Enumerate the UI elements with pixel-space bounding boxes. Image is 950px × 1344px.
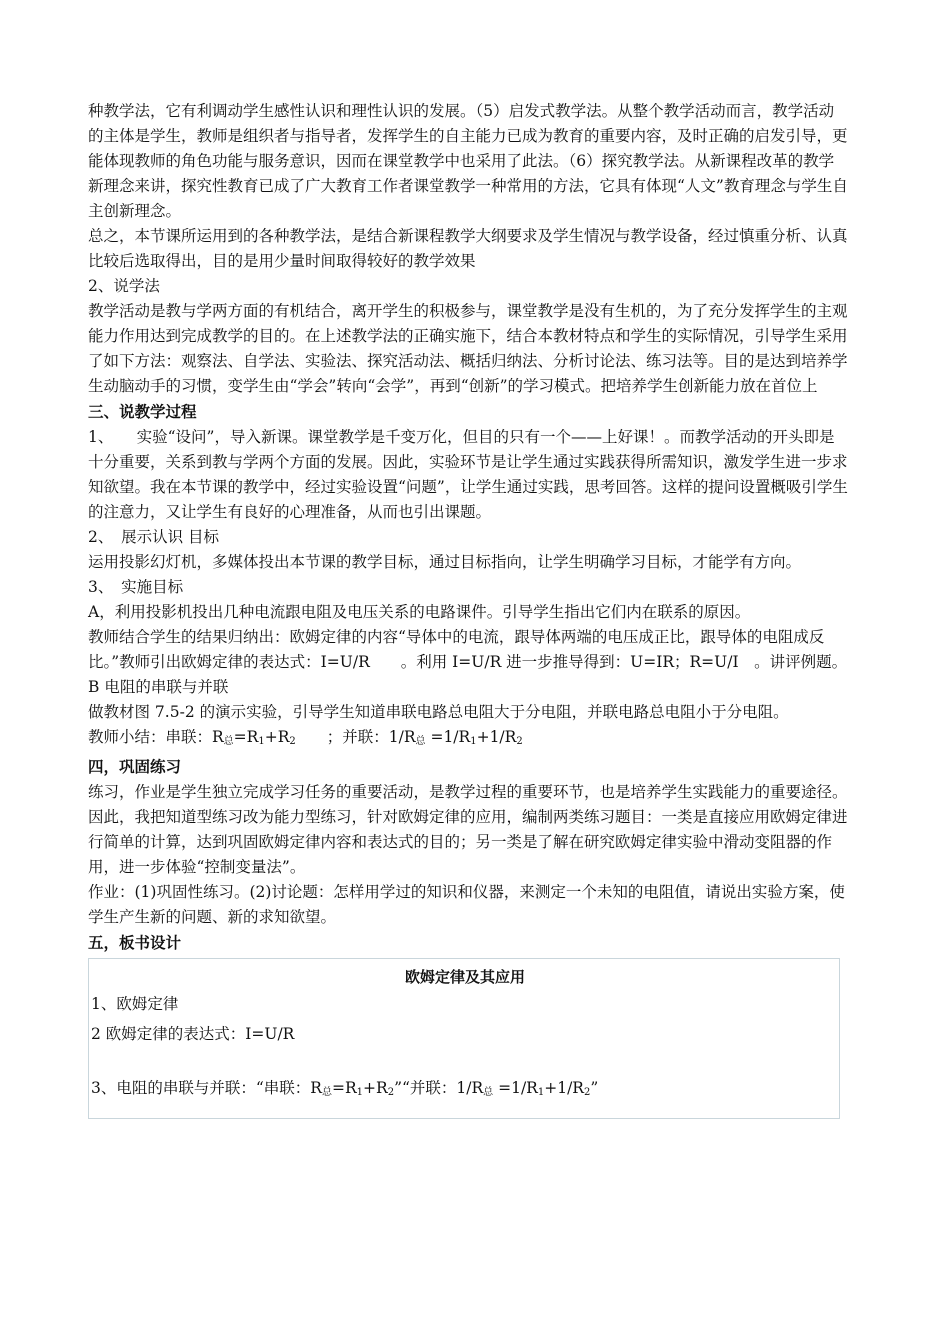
teacher-summary: 教师小结：串联：R总$=R_1+R_2$ ；并联：1/R总 $=1/R_1+1/R_2$ [88, 728, 523, 747]
subheading-step-b: B 电阻的串联与并联 [88, 678, 229, 696]
section-heading-teaching-process: 三、说教学过程 [88, 403, 197, 421]
section-heading-practice: 四，巩固练习 [88, 758, 182, 776]
paragraph-conclusion: 总之，本节课所运用到的各种教学法，是结合新课程教学大纲要求及学生情况与教学设备，经过慎重分析、认真比较后选取得出，目的是用少量时间取得较好的教学效果 [88, 227, 848, 270]
paragraph-learning-methods: 教学活动是教与学两方面的有机结合，离开学生的积极参与，课堂教学是没有生机的，为了充分发挥学生的主观能力作用达到完成教学的目的。在上述教学法的正确实施下，结合本教材特点和学生的实际情况，引导学生采用了如下方法：观察法、自学法、实验法、探究活动法、概括归纳法、分析讨论法、练习法等。目的是达到培养学生动脑动手的习惯，变学生由“学会”转向“会学”，再到“创新”的学习模式。把培养学生创新能力放在首位上 [88, 302, 848, 395]
board-design-box [88, 958, 840, 1119]
paragraph-step-2: 运用投影幻灯机，多媒体投出本节课的教学目标，通过目标指向，让学生明确学习目标，才能学有方向。 [88, 553, 802, 571]
document-page [88, 99, 848, 1119]
subheading-step-3: 3、 实施目标 [88, 578, 184, 596]
paragraph-practice: 练习，作业是学生独立完成学习任务的重要活动，是教学过程的重要环节，也是培养学生实践能力的重要途径。因此，我把知道型练习改为能力型练习，针对欧姆定律的应用，编制两类练习题目：一类是直接应用欧姆定律进行简单的计算，达到巩固欧姆定律内容和表达式的目的；另一类是了解在研究欧姆定律实验中滑动变阻器的作用，进一步体验“控制变量法”。 [88, 783, 848, 876]
board-line-1: 1、欧姆定律 [91, 995, 179, 1013]
subheading-step-2: 2、 展示认识 目标 [88, 528, 220, 546]
board-line-3: 3、电阻的串联与并联：“串联：R总$=R_1+R_2”“$并联：1/R总 $=1/R_1+1/R_2$” [91, 1079, 599, 1098]
section-heading-board-design: 五，板书设计 [88, 934, 182, 952]
paragraph-step-b: 做教材图 7.5-2 的演示实验，引导学生知道串联电路总电阻大于分电阻，并联电路总电阻小于分电阻。 [88, 703, 789, 721]
paragraph-step-a-detail: 教师结合学生的结果归纳出：欧姆定律的内容“导体中的电流，跟导体两端的电压成正比，跟导体的电阻成反比。”教师引出欧姆定律的表达式：I=U/R 。利用 I=U/R 进一步推导得到：U=IR；R=U/I 。讲评例题。 [88, 628, 848, 671]
subheading-learning-methods: 2、说学法 [88, 277, 160, 295]
paragraph-step-a: A，利用投影机投出几种电流跟电阻及电压关系的电路课件。引导学生指出它们内在联系的原因。 [88, 603, 751, 621]
paragraph-homework: 作业：(1)巩固性练习。(2)讨论题：怎样用学过的知识和仪器，来测定一个未知的电阻值，请说出实验方案，使学生产生新的问题、新的求知欲望。 [88, 883, 845, 926]
paragraph-step-1: 1、 实验“设问”，导入新课。课堂教学是千变万化，但目的只有一个——上好课！。而教学活动的开头即是十分重要，关系到教与学两个方面的发展。因此，实验环节是让学生通过实践获得所需知识，激发学生进一步求知欲望。我在本节课的教学中，经过实验设置“问题”，让学生通过实践，思考回答。这样的提问设置概吸引学生的注意力，又让学生有良好的心理准备，从而也引出课题。 [88, 428, 848, 521]
board-title: 欧姆定律及其应用 [404, 968, 525, 986]
paragraph-teaching-methods: 种教学法，它有利调动学生感性认识和理性认识的发展。（5）启发式教学法。从整个教学活动而言，教学活动的主体是学生，教师是组织者与指导者，发挥学生的自主能力已成为教育的重要内容，及时正确的启发引导，更能体现教师的角色功能与服务意识，因而在课堂教学中也采用了此法。（6）探究教学法。从新课程改革的教学新理念来讲，探究性教育已成了广大教育工作者课堂教学一种常用的方法，它具有体现“人文”教育理念与学生自主创新理念。 [88, 102, 848, 220]
board-line-2: 2 欧姆定律的表达式：I=U/R [91, 1025, 295, 1043]
